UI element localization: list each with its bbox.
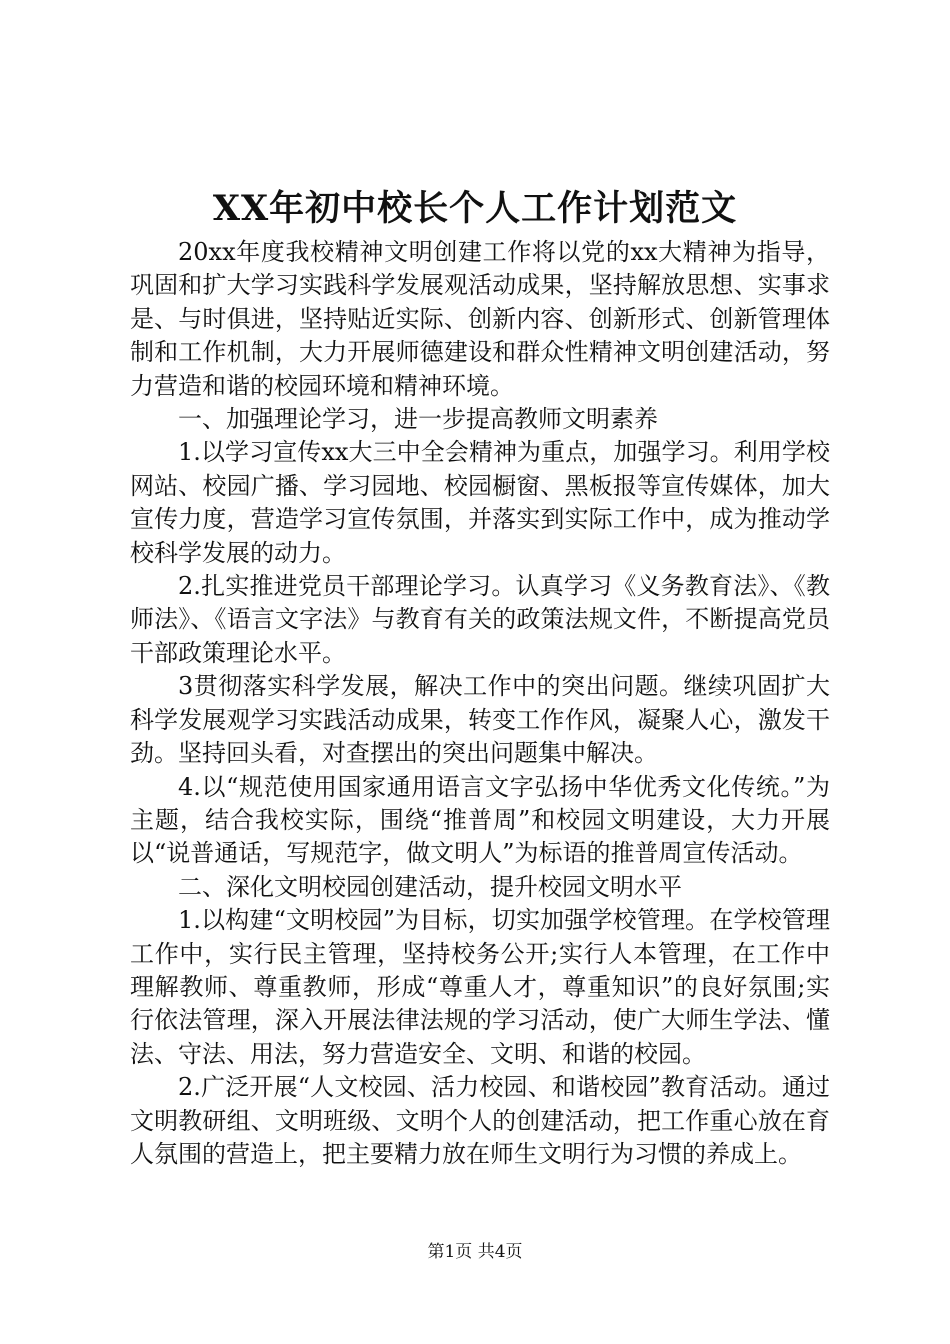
section-heading-1: 一、加强理论学习，进一步提高教师文明素养 (178, 405, 658, 434)
page-number-footer: 第1页 共4页 (427, 1242, 523, 1262)
paragraph-1-1: 1.以学习宣传xx大三中全会精神为重点，加强学习。利用学校网站、校园广播、学习园地、校园橱窗、黑板报等宣传媒体，加大宣传力度，营造学习宣传氛围，并落实到实际工作中，成为推动学校科学发展的动力。 (130, 438, 830, 567)
section-heading-2: 二、深化文明校园创建活动，提升校园文明水平 (178, 872, 682, 901)
paragraph-2-1: 1.以构建“文明校园”为目标，切实加强学校管理。在学校管理工作中，实行民主管理，坚持校务公开;实行人本管理，在工作中理解教师、尊重教师，形成“尊重人才，尊重知识”的良好氛围;实行依法管理，深入开展法律法规的学习活动，使广大师生学法、懂法、守法、用法，努力营造安全、文明、和谐的校园。 (130, 906, 830, 1068)
paragraph-1-4: 4.以“规范使用国家通用语言文字弘扬中华优秀文化传统。”为主题，结合我校实际，围绕“推普周”和校园文明建设，大力开展以“说普通话，写规范字，做文明人”为标语的推普周宣传活动。 (130, 772, 830, 868)
paragraph-1-2: 2.扎实推进党员干部理论学习。认真学习《义务教育法》、《教师法》、《语言文字法》与教育有关的政策法规文件，不断提高党员干部政策理论水平。 (130, 572, 830, 667)
document-title: XX年初中校长个人工作计划范文 (212, 188, 738, 229)
paragraph-intro: 20xx年度我校精神文明创建工作将以党的xx大精神为指导，巩固和扩大学习实践科学发展观活动成果，坚持解放思想、实事求是、与时俱进，坚持贴近实际、创新内容、创新形式、创新管理体制和工作机制，大力开展师德建设和群众性精神文明创建活动，努力营造和谐的校园环境和精神环境。 (130, 238, 830, 400)
document-body (130, 236, 830, 1171)
paragraph-2-2: 2.广泛开展“人文校园、活力校园、和谐校园”教育活动。通过文明教研组、文明班级、文明个人的创建活动，把工作重心放在育人氛围的营造上，把主要精力放在师生文明行为习惯的养成上。 (130, 1073, 830, 1168)
paragraph-1-3: 3贯彻落实科学发展，解决工作中的突出问题。继续巩固扩大科学发展观学习实践活动成果，转变工作作风，凝聚人心，激发干劲。坚持回头看，对查摆出的突出问题集中解决。 (130, 672, 830, 768)
